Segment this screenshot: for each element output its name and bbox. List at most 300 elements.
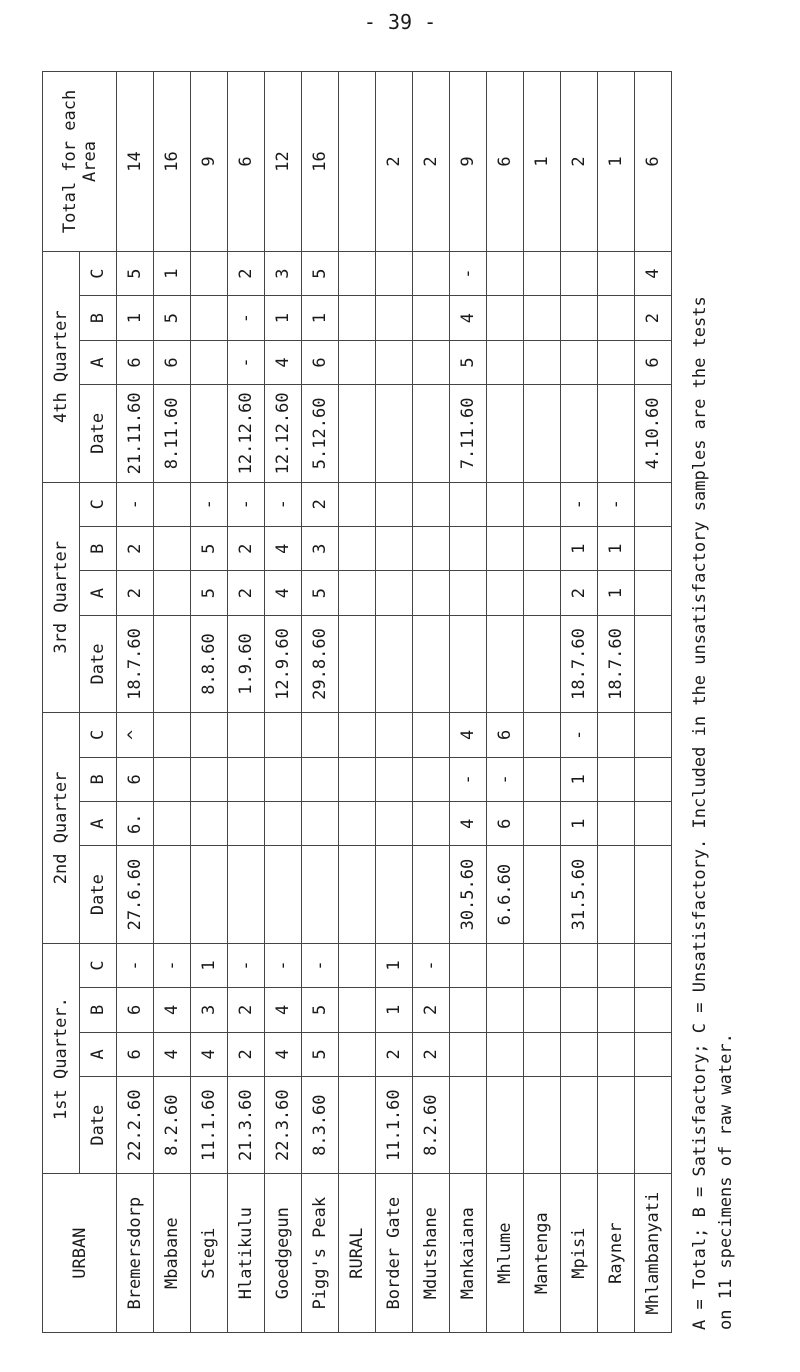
- q3-a-cell: 4: [265, 571, 302, 615]
- q4-c-cell: [598, 251, 635, 295]
- q4-date-cell: [339, 385, 376, 482]
- q3-b-cell: 2: [228, 526, 265, 570]
- q2-date-header: Date: [80, 846, 117, 943]
- table-row: [598, 72, 635, 1333]
- q2-b-cell: [339, 757, 376, 801]
- q1-a-cell: 4: [265, 1032, 302, 1076]
- q4-c-cell: 3: [265, 251, 302, 295]
- q4-b-cell: 1: [265, 296, 302, 340]
- q1-a-cell: [635, 1032, 672, 1076]
- place-name: Mpisi: [561, 1174, 598, 1333]
- q3-a-cell: 5: [191, 571, 228, 615]
- q1-date-cell: 22.3.60: [265, 1077, 302, 1174]
- q1-date-cell: [524, 1077, 561, 1174]
- q2-a-cell: 6.: [117, 802, 154, 846]
- q2-b-cell: [228, 757, 265, 801]
- q4-c-cell: 5: [302, 251, 339, 295]
- q1-date-cell: [635, 1077, 672, 1174]
- q3-b-cell: 1: [561, 526, 598, 570]
- q4-b-cell: 2: [635, 296, 672, 340]
- q2-b-cell: [302, 757, 339, 801]
- q4-a-cell: 6: [302, 340, 339, 384]
- q3-b-cell: [376, 526, 413, 570]
- q1-b-cell: [339, 988, 376, 1032]
- q1-date-cell: [598, 1077, 635, 1174]
- q3-date-cell: 12.9.60: [265, 615, 302, 712]
- q3-b-cell: [154, 526, 191, 570]
- place-name: Stegi: [191, 1174, 228, 1333]
- area-total-cell: 6: [487, 72, 524, 252]
- q3-a-cell: [450, 571, 487, 615]
- q2-a-cell: 1: [561, 802, 598, 846]
- sub-header-row: [80, 72, 117, 1333]
- q3-date-cell: [154, 615, 191, 712]
- q4-c-cell: [339, 251, 376, 295]
- q4-b-cell: [191, 296, 228, 340]
- q1-c-cell: -: [117, 943, 154, 987]
- q2-date-cell: [265, 846, 302, 943]
- q3-a-cell: 2: [561, 571, 598, 615]
- table-row: [524, 72, 561, 1333]
- q1-c-cell: -: [228, 943, 265, 987]
- quarter-2-header: 2nd Quarter: [43, 713, 80, 944]
- q3-a-cell: 1: [598, 571, 635, 615]
- q4-date-cell: 4.10.60: [635, 385, 672, 482]
- q3-a-cell: [635, 571, 672, 615]
- q3-b-cell: [487, 526, 524, 570]
- q1-date-cell: [450, 1077, 487, 1174]
- q4-a-cell: [598, 340, 635, 384]
- q4-date-cell: [413, 385, 450, 482]
- q2-a-cell: 6: [487, 802, 524, 846]
- q4-c-cell: -: [450, 251, 487, 295]
- q1-a-cell: 2: [413, 1032, 450, 1076]
- q4-c-cell: 4: [635, 251, 672, 295]
- q2-b-cell: -: [450, 757, 487, 801]
- q3-date-cell: [413, 615, 450, 712]
- q3-c-cell: [450, 482, 487, 526]
- q2-c-cell: [598, 713, 635, 757]
- q4-c-cell: [413, 251, 450, 295]
- q3-b-cell: [339, 526, 376, 570]
- q1-date-cell: 11.1.60: [376, 1077, 413, 1174]
- q1-c-cell: [524, 943, 561, 987]
- area-total-cell: 6: [635, 72, 672, 252]
- quarter-4-header: 4th Quarter: [43, 251, 80, 482]
- q3-a-cell: 2: [117, 571, 154, 615]
- q2-b-cell: -: [487, 757, 524, 801]
- q2-a-cell: [598, 802, 635, 846]
- total-header: Total for each Area: [43, 72, 117, 252]
- q3-c-cell: [376, 482, 413, 526]
- q2-c-cell: ^: [117, 713, 154, 757]
- q3-b-cell: 3: [302, 526, 339, 570]
- quarter-3-header: 3rd Quarter: [43, 482, 80, 713]
- q4-b-cell: [413, 296, 450, 340]
- q3-date-cell: 18.7.60: [561, 615, 598, 712]
- place-name: Bremersdorp: [117, 1174, 154, 1333]
- q1-a-cell: 2: [376, 1032, 413, 1076]
- q3-date-cell: [339, 615, 376, 712]
- q3-b-cell: 4: [265, 526, 302, 570]
- q2-date-cell: [302, 846, 339, 943]
- q3-c-cell: -: [117, 482, 154, 526]
- q4-a-header: A: [80, 340, 117, 384]
- q4-c-cell: 1: [154, 251, 191, 295]
- q1-c-cell: -: [154, 943, 191, 987]
- q1-b-cell: [598, 988, 635, 1032]
- table-row: [117, 72, 154, 1333]
- q1-date-cell: [487, 1077, 524, 1174]
- q2-b-cell: 1: [561, 757, 598, 801]
- q1-c-cell: -: [302, 943, 339, 987]
- q1-date-cell: 21.3.60: [228, 1077, 265, 1174]
- q3-date-cell: 8.8.60: [191, 615, 228, 712]
- q3-c-cell: -: [598, 482, 635, 526]
- q1-date-cell: 11.1.60: [191, 1077, 228, 1174]
- q1-a-cell: [339, 1032, 376, 1076]
- q2-b-cell: [265, 757, 302, 801]
- q2-date-cell: [598, 846, 635, 943]
- area-total-cell: 9: [191, 72, 228, 252]
- q4-a-cell: [339, 340, 376, 384]
- q3-c-cell: -: [228, 482, 265, 526]
- table-row: [376, 72, 413, 1333]
- table-row: [561, 72, 598, 1333]
- q1-a-cell: [487, 1032, 524, 1076]
- q4-b-cell: 1: [117, 296, 154, 340]
- footnote-line-1: A = Total; B = Satisfactory; C = Unsatisfactory. Included in the unsatisfactory samples are the tests: [690, 296, 710, 1330]
- rotated-table-container: [42, 71, 762, 1333]
- q3-date-cell: [450, 615, 487, 712]
- area-total-cell: 9: [450, 72, 487, 252]
- q4-date-cell: [524, 385, 561, 482]
- q4-date-cell: 7.11.60: [450, 385, 487, 482]
- q2-b-cell: [635, 757, 672, 801]
- quarter-1-header: 1st Quarter.: [43, 943, 80, 1174]
- table-row: [265, 72, 302, 1333]
- place-name: Goedgegun: [265, 1174, 302, 1333]
- q2-c-cell: [191, 713, 228, 757]
- table-row: [339, 72, 376, 1333]
- q4-b-cell: [376, 296, 413, 340]
- q3-c-cell: [339, 482, 376, 526]
- q3-b-cell: 1: [598, 526, 635, 570]
- q2-c-cell: -: [561, 713, 598, 757]
- q4-b-cell: 1: [302, 296, 339, 340]
- q1-a-cell: 4: [191, 1032, 228, 1076]
- q4-date-cell: [487, 385, 524, 482]
- water-samples-table: [42, 71, 672, 1333]
- q1-b-cell: 6: [117, 988, 154, 1032]
- q1-a-cell: 5: [302, 1032, 339, 1076]
- q2-date-cell: [228, 846, 265, 943]
- area-total-cell: 16: [154, 72, 191, 252]
- q1-c-cell: [561, 943, 598, 987]
- area-total-cell: 1: [598, 72, 635, 252]
- q3-date-cell: [635, 615, 672, 712]
- q2-c-cell: [154, 713, 191, 757]
- q1-c-cell: [339, 943, 376, 987]
- q1-c-cell: [450, 943, 487, 987]
- q4-b-cell: [487, 296, 524, 340]
- q3-a-header: A: [80, 571, 117, 615]
- table-row: [154, 72, 191, 1333]
- place-name: Hlatikulu: [228, 1174, 265, 1333]
- q2-c-cell: [524, 713, 561, 757]
- q4-a-cell: 5: [450, 340, 487, 384]
- q3-date-header: Date: [80, 615, 117, 712]
- q1-a-cell: [450, 1032, 487, 1076]
- table-row: [450, 72, 487, 1333]
- q1-c-cell: [598, 943, 635, 987]
- q4-date-cell: 8.11.60: [154, 385, 191, 482]
- q3-a-cell: [339, 571, 376, 615]
- q4-date-cell: 12.12.60: [265, 385, 302, 482]
- section-label: RURAL: [339, 1174, 376, 1333]
- place-name: Mantenga: [524, 1174, 561, 1333]
- q1-date-cell: 8.2.60: [154, 1077, 191, 1174]
- q3-b-cell: [635, 526, 672, 570]
- q4-c-cell: 5: [117, 251, 154, 295]
- q1-date-cell: 8.3.60: [302, 1077, 339, 1174]
- q4-a-cell: -: [228, 340, 265, 384]
- q4-a-cell: [413, 340, 450, 384]
- q4-c-cell: [524, 251, 561, 295]
- q2-a-cell: [339, 802, 376, 846]
- q4-a-cell: 6: [154, 340, 191, 384]
- q3-c-cell: [154, 482, 191, 526]
- q2-a-cell: [191, 802, 228, 846]
- q1-b-cell: 1: [376, 988, 413, 1032]
- q2-c-cell: [339, 713, 376, 757]
- q1-a-cell: [598, 1032, 635, 1076]
- q4-date-cell: 5.12.60: [302, 385, 339, 482]
- area-total-cell: 6: [228, 72, 265, 252]
- q2-a-cell: [413, 802, 450, 846]
- place-name: Mhlambanyati: [635, 1174, 672, 1333]
- q3-date-cell: 18.7.60: [117, 615, 154, 712]
- q4-b-header: B: [80, 296, 117, 340]
- q1-b-cell: [524, 988, 561, 1032]
- q4-a-cell: 4: [265, 340, 302, 384]
- q3-date-cell: [524, 615, 561, 712]
- q3-c-cell: -: [561, 482, 598, 526]
- q3-a-cell: [487, 571, 524, 615]
- q4-a-cell: [561, 340, 598, 384]
- q1-date-cell: 22.2.60: [117, 1077, 154, 1174]
- q1-b-cell: [635, 988, 672, 1032]
- q1-b-cell: 4: [154, 988, 191, 1032]
- q3-date-cell: 29.8.60: [302, 615, 339, 712]
- q2-date-cell: [635, 846, 672, 943]
- table-row: [191, 72, 228, 1333]
- q1-b-cell: 2: [413, 988, 450, 1032]
- area-total-cell: 2: [376, 72, 413, 252]
- q2-c-cell: [413, 713, 450, 757]
- q1-date-cell: [561, 1077, 598, 1174]
- q4-c-header: C: [80, 251, 117, 295]
- q1-c-cell: 1: [376, 943, 413, 987]
- urban-header: URBAN: [43, 1174, 117, 1333]
- q2-c-cell: [635, 713, 672, 757]
- q3-date-cell: 1.9.60: [228, 615, 265, 712]
- q2-a-cell: [376, 802, 413, 846]
- place-name: Rayner: [598, 1174, 635, 1333]
- q3-c-cell: [524, 482, 561, 526]
- place-name: Border Gate: [376, 1174, 413, 1333]
- q3-c-header: C: [80, 482, 117, 526]
- place-name: Mbabane: [154, 1174, 191, 1333]
- q3-date-cell: [487, 615, 524, 712]
- q2-a-cell: [228, 802, 265, 846]
- area-total-cell: 1: [524, 72, 561, 252]
- q4-date-cell: [376, 385, 413, 482]
- q4-a-cell: [191, 340, 228, 384]
- q1-a-header: A: [80, 1032, 117, 1076]
- area-total-cell: 12: [265, 72, 302, 252]
- table-footnote: [687, 30, 739, 1330]
- footnote-line-2: on 11 specimens of raw water.: [716, 1033, 736, 1330]
- q1-a-cell: [561, 1032, 598, 1076]
- q1-a-cell: 2: [228, 1032, 265, 1076]
- q2-date-cell: [376, 846, 413, 943]
- place-name: Mankaiana: [450, 1174, 487, 1333]
- q2-c-cell: [228, 713, 265, 757]
- q3-b-header: B: [80, 526, 117, 570]
- q4-date-cell: [561, 385, 598, 482]
- q2-b-cell: [191, 757, 228, 801]
- q3-c-cell: -: [191, 482, 228, 526]
- q2-date-cell: 31.5.60: [561, 846, 598, 943]
- q4-b-cell: 4: [450, 296, 487, 340]
- q3-b-cell: [413, 526, 450, 570]
- q2-date-cell: [154, 846, 191, 943]
- q2-c-cell: [376, 713, 413, 757]
- q2-b-cell: 6: [117, 757, 154, 801]
- area-total-cell: 14: [117, 72, 154, 252]
- q4-a-cell: [487, 340, 524, 384]
- q2-date-cell: [524, 846, 561, 943]
- q4-b-cell: [339, 296, 376, 340]
- q2-date-cell: 27.6.60: [117, 846, 154, 943]
- q1-b-cell: [450, 988, 487, 1032]
- place-name: Mdutshane: [413, 1174, 450, 1333]
- q4-b-cell: [598, 296, 635, 340]
- q2-date-cell: [191, 846, 228, 943]
- q2-c-cell: [302, 713, 339, 757]
- q3-c-cell: 2: [302, 482, 339, 526]
- q1-c-cell: 1: [191, 943, 228, 987]
- q2-a-cell: [302, 802, 339, 846]
- q3-a-cell: [154, 571, 191, 615]
- place-name: Mhlume: [487, 1174, 524, 1333]
- q1-b-cell: 4: [265, 988, 302, 1032]
- q3-b-cell: [524, 526, 561, 570]
- q3-a-cell: 5: [302, 571, 339, 615]
- table-row: [302, 72, 339, 1333]
- q1-date-cell: [339, 1077, 376, 1174]
- q1-b-header: B: [80, 988, 117, 1032]
- q4-b-cell: 5: [154, 296, 191, 340]
- q1-date-header: Date: [80, 1077, 117, 1174]
- q3-c-cell: -: [265, 482, 302, 526]
- q2-b-header: B: [80, 757, 117, 801]
- q4-b-cell: [524, 296, 561, 340]
- q2-a-cell: [265, 802, 302, 846]
- area-total-cell: 2: [413, 72, 450, 252]
- q4-date-cell: [191, 385, 228, 482]
- q1-a-cell: 4: [154, 1032, 191, 1076]
- area-total-cell: [339, 72, 376, 252]
- q1-a-cell: [524, 1032, 561, 1076]
- q1-b-cell: 5: [302, 988, 339, 1032]
- q4-c-cell: [191, 251, 228, 295]
- q3-date-cell: 18.7.60: [598, 615, 635, 712]
- q4-a-cell: [524, 340, 561, 384]
- q2-a-cell: [154, 802, 191, 846]
- q1-b-cell: 3: [191, 988, 228, 1032]
- q1-b-cell: [561, 988, 598, 1032]
- q4-a-cell: 6: [117, 340, 154, 384]
- q1-c-cell: -: [265, 943, 302, 987]
- q3-date-cell: [376, 615, 413, 712]
- q3-a-cell: [524, 571, 561, 615]
- q3-b-cell: [450, 526, 487, 570]
- q2-b-cell: [413, 757, 450, 801]
- q3-a-cell: 2: [228, 571, 265, 615]
- q1-c-header: C: [80, 943, 117, 987]
- q3-c-cell: [487, 482, 524, 526]
- quarter-header-row: [43, 72, 80, 1333]
- q2-a-cell: 4: [450, 802, 487, 846]
- q4-c-cell: [561, 251, 598, 295]
- q2-c-header: C: [80, 713, 117, 757]
- table-row: [487, 72, 524, 1333]
- page-number: - 39 -: [363, 10, 437, 34]
- q3-b-cell: 2: [117, 526, 154, 570]
- q2-b-cell: [376, 757, 413, 801]
- table-row: [228, 72, 265, 1333]
- q3-c-cell: [635, 482, 672, 526]
- q2-b-cell: [154, 757, 191, 801]
- q3-c-cell: [413, 482, 450, 526]
- table-body: [117, 72, 672, 1333]
- q2-b-cell: [524, 757, 561, 801]
- q1-a-cell: 6: [117, 1032, 154, 1076]
- q1-date-cell: 8.2.60: [413, 1077, 450, 1174]
- q2-c-cell: 4: [450, 713, 487, 757]
- q2-date-cell: [339, 846, 376, 943]
- q4-c-cell: 2: [228, 251, 265, 295]
- table-row: [635, 72, 672, 1333]
- q2-date-cell: 6.6.60: [487, 846, 524, 943]
- q1-c-cell: -: [413, 943, 450, 987]
- q1-c-cell: [487, 943, 524, 987]
- q2-c-cell: [265, 713, 302, 757]
- q2-date-cell: [413, 846, 450, 943]
- q4-date-cell: 12.12.60: [228, 385, 265, 482]
- q3-a-cell: [376, 571, 413, 615]
- q1-b-cell: [487, 988, 524, 1032]
- q4-date-cell: 21.11.60: [117, 385, 154, 482]
- q1-b-cell: 2: [228, 988, 265, 1032]
- q1-c-cell: [635, 943, 672, 987]
- place-name: Pigg's Peak: [302, 1174, 339, 1333]
- q2-a-header: A: [80, 802, 117, 846]
- q4-b-cell: [561, 296, 598, 340]
- q4-date-cell: [598, 385, 635, 482]
